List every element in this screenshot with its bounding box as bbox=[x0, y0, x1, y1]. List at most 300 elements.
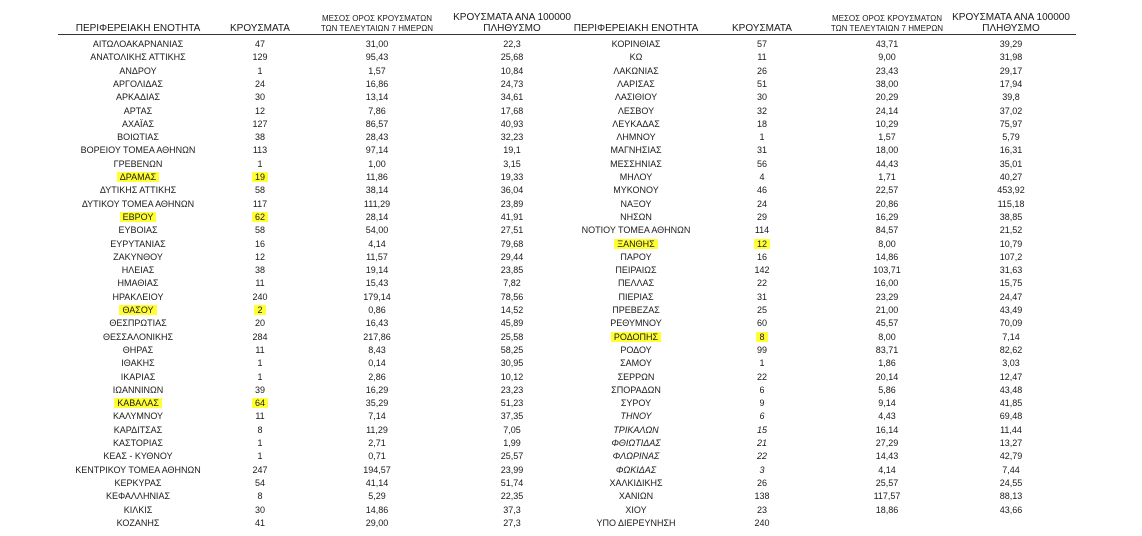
left-cell-region bbox=[68, 211, 208, 224]
right-per-value: 43,48 bbox=[999, 384, 1023, 395]
left-cell-avg bbox=[318, 91, 436, 104]
right-cell-region bbox=[566, 464, 706, 477]
right-cell-avg bbox=[828, 357, 946, 370]
right-cell-per bbox=[946, 397, 1076, 410]
right-per-value: 24,47 bbox=[999, 291, 1023, 302]
right-cell-cases bbox=[727, 504, 797, 517]
left-avg-value: 14,86 bbox=[365, 504, 389, 515]
left-region-value: ΘΕΣΣΑΛΟΝΙΚΗΣ bbox=[102, 331, 174, 342]
left-cell-cases bbox=[225, 171, 295, 184]
right-cell-avg bbox=[828, 371, 946, 384]
left-cell-per bbox=[448, 464, 576, 477]
left-cell-avg bbox=[318, 317, 436, 330]
left-region-value: ΚΟΖΑΝΗΣ bbox=[116, 517, 160, 528]
right-avg-value: 45,57 bbox=[875, 318, 899, 329]
right-cell-per bbox=[946, 118, 1076, 131]
left-cell-avg bbox=[318, 357, 436, 370]
left-cell-avg bbox=[318, 211, 436, 224]
left-per-value: 23,23 bbox=[500, 384, 524, 395]
right-avg-value: 1,86 bbox=[878, 358, 896, 369]
right-cases-value: 29 bbox=[756, 211, 767, 222]
left-cell-cases bbox=[225, 450, 295, 463]
left-cell-avg bbox=[318, 477, 436, 490]
right-cases-value: 22 bbox=[756, 451, 767, 462]
right-per-value: 7,44 bbox=[1002, 464, 1020, 475]
left-cases-value: 1 bbox=[257, 358, 263, 369]
right-cases-value: 21 bbox=[756, 438, 767, 448]
left-cases-value: 12 bbox=[254, 251, 265, 262]
right-cell-avg bbox=[828, 105, 946, 118]
left-cases-value: 64 bbox=[252, 398, 268, 408]
right-region-value: ΜΥΚΟΝΟΥ bbox=[613, 185, 659, 196]
left-cell-per bbox=[448, 397, 576, 410]
right-per-value: 75,97 bbox=[999, 118, 1023, 129]
left-cell-region bbox=[68, 105, 208, 118]
right-per-value: 11,44 bbox=[1000, 424, 1022, 435]
right-region-value: ΝΑΞΟΥ bbox=[620, 198, 652, 209]
left-cases-value: 38 bbox=[254, 132, 265, 143]
left-region-value: ΘΕΣΠΡΩΤΙΑΣ bbox=[109, 318, 167, 329]
right-cell-cases bbox=[727, 477, 797, 490]
right-cell-avg bbox=[828, 450, 946, 463]
right-cell-region bbox=[566, 51, 706, 64]
right-per-value: 42,79 bbox=[999, 451, 1023, 462]
left-cases-value: 30 bbox=[254, 92, 265, 103]
left-cases-value: 20 bbox=[254, 318, 265, 329]
right-per-value: 17,94 bbox=[999, 78, 1023, 89]
left-cell-cases bbox=[225, 464, 295, 477]
left-region-value: ΚΙΛΚΙΣ bbox=[123, 504, 153, 515]
left-avg-value: 11,86 bbox=[366, 172, 388, 182]
right-cell-cases bbox=[727, 144, 797, 157]
left-cell-region bbox=[68, 118, 208, 131]
left-per-value: 32,23 bbox=[500, 132, 524, 143]
left-cell-avg bbox=[318, 464, 436, 477]
right-cell-cases bbox=[727, 490, 797, 503]
left-avg-value: 179,14 bbox=[363, 291, 391, 302]
right-cell-cases bbox=[727, 105, 797, 118]
left-region-value: ΔΥΤΙΚΗΣ ΑΤΤΙΚΗΣ bbox=[99, 185, 177, 196]
right-cell-region bbox=[566, 331, 706, 344]
left-cell-avg bbox=[318, 304, 436, 317]
right-region-value: ΛΑΚΩΝΙΑΣ bbox=[613, 65, 659, 76]
left-cases-value: 129 bbox=[252, 52, 268, 63]
right-cell-cases bbox=[727, 171, 797, 184]
left-cases-value: 54 bbox=[254, 477, 265, 488]
left-cell-cases bbox=[225, 118, 295, 131]
right-cell-cases bbox=[727, 38, 797, 51]
left-region-value: ΑΝΔΡΟΥ bbox=[119, 65, 157, 76]
left-cell-cases bbox=[225, 477, 295, 490]
right-per-value: 70,09 bbox=[999, 318, 1023, 329]
right-cell-avg bbox=[828, 517, 946, 530]
left-cell-avg bbox=[318, 264, 436, 277]
left-cell-cases bbox=[225, 277, 295, 290]
right-per-value: 37,02 bbox=[999, 105, 1023, 116]
right-per-value: 39,29 bbox=[999, 39, 1023, 49]
left-avg-value: 16,86 bbox=[365, 78, 389, 89]
right-per-value: 16,31 bbox=[999, 145, 1023, 156]
left-avg-value: 11,57 bbox=[366, 251, 388, 262]
left-per-value: 51,23 bbox=[500, 398, 524, 409]
left-cases-value: 8 bbox=[257, 424, 263, 435]
right-cell-cases bbox=[727, 384, 797, 397]
left-region-value: ΙΘΑΚΗΣ bbox=[121, 358, 155, 369]
right-avg-value: 16,29 bbox=[875, 211, 899, 222]
right-cell-region bbox=[566, 91, 706, 104]
right-cell-cases bbox=[727, 357, 797, 370]
left-avg-value: 0,86 bbox=[368, 305, 386, 315]
right-cell-avg bbox=[828, 91, 946, 104]
right-cases-value: 26 bbox=[756, 65, 767, 76]
left-cell-avg bbox=[318, 371, 436, 384]
right-header-cases: ΚΡΟΥΣΜΑΤΑ bbox=[732, 23, 792, 34]
right-avg-value: 14,43 bbox=[875, 451, 899, 462]
left-cell-avg bbox=[318, 144, 436, 157]
left-cell-avg bbox=[318, 65, 436, 78]
left-cases-value: 38 bbox=[254, 265, 265, 276]
left-cell-region bbox=[68, 78, 208, 91]
left-region-value: ΑΧΑΪΑΣ bbox=[121, 118, 155, 129]
left-cell-cases bbox=[225, 211, 295, 224]
right-cell-cases bbox=[727, 51, 797, 64]
left-per-value: 1,99 bbox=[503, 438, 521, 448]
left-per-value: 27,51 bbox=[500, 225, 524, 236]
left-region-value: ΚΑΡΔΙΤΣΑΣ bbox=[113, 424, 163, 435]
left-cell-region bbox=[68, 450, 208, 463]
right-cell-region bbox=[566, 238, 706, 251]
left-cell-avg bbox=[318, 424, 436, 437]
right-avg-value: 43,71 bbox=[875, 39, 899, 49]
left-cell-region bbox=[68, 224, 208, 237]
right-region-value: ΡΕΘΥΜΝΟΥ bbox=[610, 318, 662, 329]
right-cell-avg bbox=[828, 211, 946, 224]
right-cell-per bbox=[946, 384, 1076, 397]
right-cell-region bbox=[566, 317, 706, 330]
right-avg-value: 24,14 bbox=[875, 105, 899, 116]
left-per-value: 3,15 bbox=[503, 158, 521, 169]
right-cell-cases bbox=[727, 224, 797, 237]
right-cell-region bbox=[566, 211, 706, 224]
right-cell-avg bbox=[828, 397, 946, 410]
left-per-value: 7,05 bbox=[503, 424, 521, 435]
right-region-value: ΝΗΣΩΝ bbox=[620, 211, 652, 222]
right-cases-value: 31 bbox=[756, 291, 767, 302]
left-cell-per bbox=[448, 437, 576, 450]
left-cases-value: 11 bbox=[255, 278, 265, 289]
left-header-avg-line2: ΤΩΝ ΤΕΛΕΥΤΑΙΩΝ 7 ΗΜΕΡΩΝ bbox=[320, 24, 434, 33]
right-per-value: 31,63 bbox=[999, 265, 1023, 276]
right-cell-region bbox=[566, 437, 706, 450]
left-header-cases: ΚΡΟΥΣΜΑΤΑ bbox=[230, 23, 290, 34]
right-cell-avg bbox=[828, 277, 946, 290]
right-cell-per bbox=[946, 304, 1076, 317]
right-cases-value: 32 bbox=[756, 105, 767, 116]
left-cell-avg bbox=[318, 450, 436, 463]
right-cases-value: 22 bbox=[756, 371, 767, 382]
left-avg-value: 16,43 bbox=[365, 318, 389, 329]
left-avg-value: 41,14 bbox=[365, 477, 389, 488]
left-avg-value: 217,86 bbox=[363, 331, 391, 342]
right-per-value: 43,49 bbox=[999, 305, 1023, 315]
right-cell-avg bbox=[828, 410, 946, 423]
right-cases-value: 51 bbox=[756, 78, 767, 89]
right-cell-region bbox=[566, 184, 706, 197]
left-per-value: 30,95 bbox=[500, 358, 524, 369]
left-cell-avg bbox=[318, 291, 436, 304]
right-cell-cases bbox=[727, 291, 797, 304]
left-cell-per bbox=[448, 331, 576, 344]
left-cell-per bbox=[448, 517, 576, 530]
left-cases-value: 58 bbox=[254, 225, 265, 236]
left-cases-value: 39 bbox=[254, 384, 265, 395]
right-cell-per bbox=[946, 264, 1076, 277]
right-region-value: ΡΟΔΟΠΗΣ bbox=[611, 332, 661, 342]
left-region-value: ΚΑΣΤΟΡΙΑΣ bbox=[113, 438, 163, 448]
right-avg-value: 23,29 bbox=[875, 291, 899, 302]
right-cell-per bbox=[946, 517, 1076, 530]
left-cell-cases bbox=[225, 184, 295, 197]
left-region-value: ΗΡΑΚΛΕΙΟΥ bbox=[112, 291, 164, 302]
left-cell-avg bbox=[318, 397, 436, 410]
left-cell-per bbox=[448, 184, 576, 197]
right-cell-cases bbox=[727, 331, 797, 344]
left-cell-per bbox=[448, 490, 576, 503]
left-avg-value: 5,29 bbox=[368, 491, 386, 502]
right-cell-cases bbox=[727, 198, 797, 211]
right-per-value: 7,14 bbox=[1002, 331, 1020, 342]
right-cell-cases bbox=[727, 118, 797, 131]
left-cell-avg bbox=[318, 105, 436, 118]
right-header-avg bbox=[828, 14, 946, 34]
right-per-value: 107,2 bbox=[999, 251, 1023, 262]
right-cell-per bbox=[946, 211, 1076, 224]
right-cell-per bbox=[946, 131, 1076, 144]
right-cell-region bbox=[566, 224, 706, 237]
right-region-value: ΝΟΤΙΟΥ ΤΟΜΕΑ ΑΘΗΝΩΝ bbox=[581, 225, 691, 236]
right-cell-avg bbox=[828, 251, 946, 264]
left-cell-per bbox=[448, 158, 576, 171]
left-cell-region bbox=[68, 317, 208, 330]
left-region-value: ΑΙΤΩΛΟΑΚΑΡΝΑΝΙΑΣ bbox=[92, 39, 184, 49]
left-avg-value: 2,71 bbox=[368, 438, 386, 448]
left-region-value: ΖΑΚΥΝΘΟΥ bbox=[113, 251, 163, 262]
right-cell-per bbox=[946, 105, 1076, 118]
left-region-value: ΑΡΚΑΔΙΑΣ bbox=[115, 92, 161, 103]
right-cell-avg bbox=[828, 38, 946, 51]
right-cases-value: 142 bbox=[754, 265, 770, 276]
left-cases-value: 58 bbox=[254, 185, 265, 196]
left-cell-avg bbox=[318, 224, 436, 237]
left-cases-value: 113 bbox=[252, 145, 268, 156]
left-avg-value: 194,57 bbox=[363, 464, 391, 475]
left-cell-region bbox=[68, 410, 208, 423]
right-cell-avg bbox=[828, 317, 946, 330]
left-cell-cases bbox=[225, 424, 295, 437]
left-cell-region bbox=[68, 277, 208, 290]
right-per-value: 13,27 bbox=[999, 438, 1023, 448]
left-per-value: 22,35 bbox=[500, 491, 524, 502]
left-cell-region bbox=[68, 504, 208, 517]
left-per-value: 23,89 bbox=[500, 198, 524, 209]
left-cell-per bbox=[448, 51, 576, 64]
right-cell-region bbox=[566, 131, 706, 144]
right-avg-value: 20,86 bbox=[875, 198, 899, 209]
right-cell-cases bbox=[727, 344, 797, 357]
right-cases-value: 99 bbox=[756, 344, 767, 355]
right-cell-per bbox=[946, 437, 1076, 450]
left-cell-cases bbox=[225, 371, 295, 384]
left-cases-value: 47 bbox=[254, 39, 265, 49]
left-cases-value: 30 bbox=[254, 504, 265, 515]
right-cell-cases bbox=[727, 397, 797, 410]
right-cell-per bbox=[946, 38, 1076, 51]
left-cell-avg bbox=[318, 504, 436, 517]
right-cell-per bbox=[946, 251, 1076, 264]
right-cases-value: 22 bbox=[756, 278, 767, 289]
left-region-value: ΑΝΑΤΟΛΙΚΗΣ ΑΤΤΙΚΗΣ bbox=[90, 52, 186, 63]
right-cell-cases bbox=[727, 517, 797, 530]
right-avg-value: 83,71 bbox=[875, 344, 899, 355]
left-cell-avg bbox=[318, 384, 436, 397]
left-per-value: 34,61 bbox=[500, 92, 524, 103]
left-cases-value: 8 bbox=[257, 491, 263, 502]
right-region-value: ΧΙΟΥ bbox=[625, 504, 647, 515]
left-header-avg bbox=[318, 14, 436, 34]
right-cell-per bbox=[946, 158, 1076, 171]
left-cell-per bbox=[448, 198, 576, 211]
right-cell-region bbox=[566, 291, 706, 304]
left-per-value: 10,12 bbox=[500, 371, 524, 382]
left-cell-cases bbox=[225, 291, 295, 304]
right-per-value: 41,85 bbox=[999, 398, 1023, 409]
right-avg-value: 1,57 bbox=[878, 132, 896, 143]
right-avg-value: 8,00 bbox=[878, 238, 896, 249]
right-cell-avg bbox=[828, 51, 946, 64]
right-region-value: ΞΑΝΘΗΣ bbox=[614, 239, 657, 249]
right-cell-region bbox=[566, 517, 706, 530]
left-per-value: 14,52 bbox=[500, 305, 524, 315]
left-per-value: 51,74 bbox=[500, 477, 524, 488]
left-cell-region bbox=[68, 397, 208, 410]
right-avg-value: 103,71 bbox=[873, 265, 901, 276]
left-cases-value: 1 bbox=[257, 371, 263, 382]
right-cell-per bbox=[946, 144, 1076, 157]
right-avg-value: 27,29 bbox=[875, 438, 899, 448]
right-cell-region bbox=[566, 264, 706, 277]
left-region-value: ΑΡΤΑΣ bbox=[123, 105, 153, 116]
right-cell-region bbox=[566, 424, 706, 437]
right-cell-avg bbox=[828, 198, 946, 211]
left-per-value: 17,68 bbox=[500, 105, 524, 116]
left-cell-region bbox=[68, 464, 208, 477]
left-cell-region bbox=[68, 291, 208, 304]
right-header-per100k-line1: ΚΡΟΥΣΜΑΤΑ ΑΝΑ 100000 bbox=[952, 12, 1070, 23]
left-cell-cases bbox=[225, 251, 295, 264]
right-cell-cases bbox=[727, 158, 797, 171]
right-cell-per bbox=[946, 171, 1076, 184]
left-cases-value: 1 bbox=[257, 451, 263, 462]
left-cell-avg bbox=[318, 198, 436, 211]
left-cell-cases bbox=[225, 38, 295, 51]
right-region-value: ΠΡΕΒΕΖΑΣ bbox=[612, 305, 660, 315]
right-avg-value: 14,86 bbox=[875, 251, 899, 262]
right-cases-value: 26 bbox=[756, 477, 767, 488]
right-cell-avg bbox=[828, 224, 946, 237]
right-cell-per bbox=[946, 357, 1076, 370]
right-region-value: ΤΡΙΚΑΛΩΝ bbox=[613, 424, 659, 435]
left-cell-per bbox=[448, 291, 576, 304]
right-region-value: ΠΙΕΡΙΑΣ bbox=[618, 291, 654, 302]
right-cell-cases bbox=[727, 91, 797, 104]
right-cases-value: 11 bbox=[757, 52, 767, 63]
right-cell-per bbox=[946, 277, 1076, 290]
right-avg-value: 8,00 bbox=[878, 331, 896, 342]
left-cell-region bbox=[68, 357, 208, 370]
right-cell-region bbox=[566, 38, 706, 51]
left-cell-region bbox=[68, 171, 208, 184]
left-per-value: 25,68 bbox=[500, 52, 524, 63]
right-per-value: 115,18 bbox=[997, 198, 1025, 209]
right-region-value: ΚΩ bbox=[629, 52, 643, 63]
left-cell-per bbox=[448, 344, 576, 357]
left-cell-region bbox=[68, 158, 208, 171]
right-cell-region bbox=[566, 504, 706, 517]
right-cases-value: 114 bbox=[754, 225, 770, 236]
left-cell-region bbox=[68, 264, 208, 277]
left-cell-region bbox=[68, 424, 208, 437]
right-region-value: ΠΕΛΛΑΣ bbox=[617, 278, 655, 289]
left-cell-cases bbox=[225, 397, 295, 410]
right-avg-value: 117,57 bbox=[873, 491, 901, 502]
left-cell-avg bbox=[318, 118, 436, 131]
right-region-value: ΤΗΝΟΥ bbox=[620, 411, 652, 422]
left-region-value: ΗΛΕΙΑΣ bbox=[121, 265, 155, 276]
right-cell-region bbox=[566, 198, 706, 211]
right-avg-value: 25,57 bbox=[875, 477, 899, 488]
right-cases-value: 57 bbox=[756, 39, 767, 49]
left-avg-value: 2,86 bbox=[368, 371, 386, 382]
left-cell-cases bbox=[225, 304, 295, 317]
left-cases-value: 11 bbox=[255, 411, 265, 422]
left-cell-avg bbox=[318, 184, 436, 197]
right-cell-per bbox=[946, 224, 1076, 237]
right-cell-avg bbox=[828, 384, 946, 397]
left-region-value: ΑΡΓΟΛΙΔΑΣ bbox=[113, 78, 163, 89]
left-region-value: ΒΟΙΩΤΙΑΣ bbox=[117, 132, 159, 143]
left-cell-avg bbox=[318, 490, 436, 503]
right-cell-region bbox=[566, 371, 706, 384]
right-cell-per bbox=[946, 184, 1076, 197]
left-cell-avg bbox=[318, 158, 436, 171]
left-avg-value: 28,43 bbox=[365, 132, 389, 143]
right-cell-cases bbox=[727, 251, 797, 264]
left-region-value: ΕΥΒΟΙΑΣ bbox=[118, 225, 158, 236]
right-cell-per bbox=[946, 371, 1076, 384]
left-cell-region bbox=[68, 477, 208, 490]
right-cell-region bbox=[566, 171, 706, 184]
right-per-value: 10,79 bbox=[999, 238, 1023, 249]
left-cell-cases bbox=[225, 344, 295, 357]
left-region-value: ΙΚΑΡΙΑΣ bbox=[120, 371, 156, 382]
right-avg-value: 5,86 bbox=[878, 384, 896, 395]
left-cell-region bbox=[68, 91, 208, 104]
left-cell-per bbox=[448, 118, 576, 131]
left-avg-value: 54,00 bbox=[365, 225, 389, 236]
right-avg-value: 20,29 bbox=[875, 92, 899, 103]
right-cases-value: 138 bbox=[754, 491, 770, 502]
left-cell-cases bbox=[225, 238, 295, 251]
